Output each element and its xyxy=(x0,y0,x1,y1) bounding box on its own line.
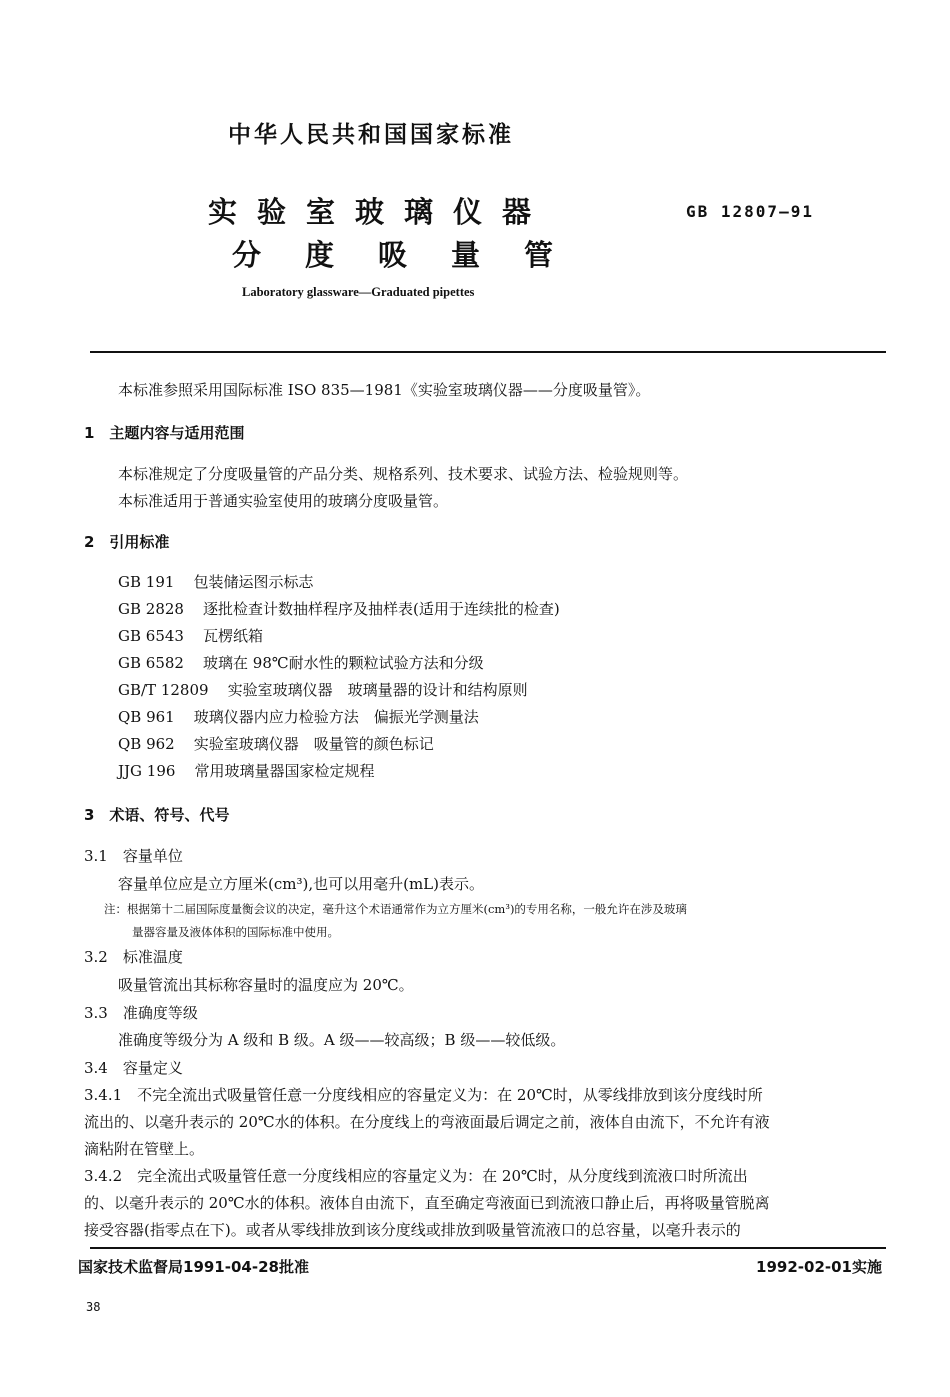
reference-title: 瓦楞纸箱 xyxy=(203,627,264,645)
standard-number: GB 12807—91 xyxy=(686,202,814,221)
section-3-4-1-line2: 流出的、以毫升表示的 20℃水的体积。在分度线上的弯液面最后调定之前，液体自由流下，不允许有液 xyxy=(84,1113,770,1131)
implementation-date: 1992-02-01实施 xyxy=(756,1258,882,1276)
reference-code: JJG 196 xyxy=(118,762,176,780)
reference-item xyxy=(118,571,314,592)
document-title-line2: 分度吸量管 xyxy=(232,238,598,272)
reference-code: GB 2828 xyxy=(118,600,184,618)
header-divider xyxy=(90,351,886,353)
approval-date: 国家技术监督局1991-04-28批准 xyxy=(78,1258,309,1276)
document-title-line1: 实验室玻璃仪器 xyxy=(208,195,552,229)
footer-divider xyxy=(90,1247,886,1249)
reference-title: 逐批检查计数抽样程序及抽样表(适用于连续批的检查) xyxy=(203,600,560,618)
section-3-3-heading: 3.3 准确度等级 xyxy=(84,1004,198,1022)
reference-title: 实验室玻璃仪器 玻璃量器的设计和结构原则 xyxy=(227,681,528,699)
section-3-3-text: 准确度等级分为 A 级和 B 级。A 级——较高级；B 级——较低级。 xyxy=(118,1031,566,1049)
section-3-2-heading: 3.2 标准温度 xyxy=(84,948,183,966)
reference-code: GB 6543 xyxy=(118,627,184,645)
reference-item xyxy=(118,733,434,754)
english-title: Laboratory glassware—Graduated pipettes xyxy=(242,285,475,299)
section-3-2-text: 吸量管流出其标称容量时的温度应为 20℃。 xyxy=(118,976,414,994)
reference-item xyxy=(118,679,528,700)
reference-title: 常用玻璃量器国家检定规程 xyxy=(194,762,375,780)
section-3-4-2-line2: 的、以毫升表示的 20℃水的体积。液体自由流下，直至确定弯液面已到流液口静止后，再将吸量管脱离 xyxy=(84,1194,770,1212)
reference-title: 玻璃仪器内应力检验方法 偏振光学测量法 xyxy=(193,708,479,726)
reference-code: GB 191 xyxy=(118,573,175,591)
reference-code: QB 962 xyxy=(118,735,175,753)
section-2-heading: 2 引用标准 xyxy=(84,533,170,551)
section-1-heading: 1 主题内容与适用范围 xyxy=(84,424,245,442)
reference-item xyxy=(118,625,263,646)
reference-title: 实验室玻璃仪器 吸量管的颜色标记 xyxy=(193,735,434,753)
section-3-4-1-line1: 3.4.1 不完全流出式吸量管任意一分度线相应的容量定义为：在 20℃时，从零线排放到该分度线时所 xyxy=(84,1086,763,1104)
section-3-1-heading: 3.1 容量单位 xyxy=(84,847,183,865)
section-3-1-note-line2: 量器容量及液体体积的国际标准中使用。 xyxy=(132,925,339,939)
reference-item xyxy=(118,652,484,673)
section-3-1-text: 容量单位应是立方厘米(cm³),也可以用毫升(mL)表示。 xyxy=(118,875,485,893)
reference-code: GB/T 12809 xyxy=(118,681,209,699)
section-1-para-2: 本标准适用于普通实验室使用的玻璃分度吸量管。 xyxy=(118,492,449,510)
national-standard-heading: 中华人民共和国国家标准 xyxy=(228,122,514,148)
reference-item xyxy=(118,706,479,727)
reference-item xyxy=(118,760,375,781)
section-3-4-1-line3: 滴粘附在管壁上。 xyxy=(84,1140,205,1158)
section-3-4-2-line1: 3.4.2 完全流出式吸量管任意一分度线相应的容量定义为：在 20℃时，从分度线到流液口时所流出 xyxy=(84,1167,748,1185)
intro-text: 本标准参照采用国际标准 ISO 835—1981《实验室玻璃仪器——分度吸量管》。 xyxy=(118,381,651,399)
section-3-4-heading: 3.4 容量定义 xyxy=(84,1059,183,1077)
reference-title: 玻璃在 98℃耐水性的颗粒试验方法和分级 xyxy=(203,654,484,672)
section-1-para-1: 本标准规定了分度吸量管的产品分类、规格系列、技术要求、试验方法、检验规则等。 xyxy=(118,465,689,483)
section-3-1-note-line1: 注：根据第十二届国际度量衡会议的决定，毫升这个术语通常作为立方厘米(cm³)的专用名称，一般允许在涉及玻璃 xyxy=(104,902,687,916)
reference-title: 包装储运图示标志 xyxy=(193,573,314,591)
section-3-heading: 3 术语、符号、代号 xyxy=(84,806,230,824)
section-3-4-2-line3: 接受容器(指零点在下)。或者从零线排放到该分度线或排放到吸量管流液口的总容量，以毫升表示的 xyxy=(84,1221,741,1239)
reference-code: GB 6582 xyxy=(118,654,184,672)
page-number: 38 xyxy=(86,1300,101,1314)
reference-item xyxy=(118,598,560,619)
reference-code: QB 961 xyxy=(118,708,175,726)
